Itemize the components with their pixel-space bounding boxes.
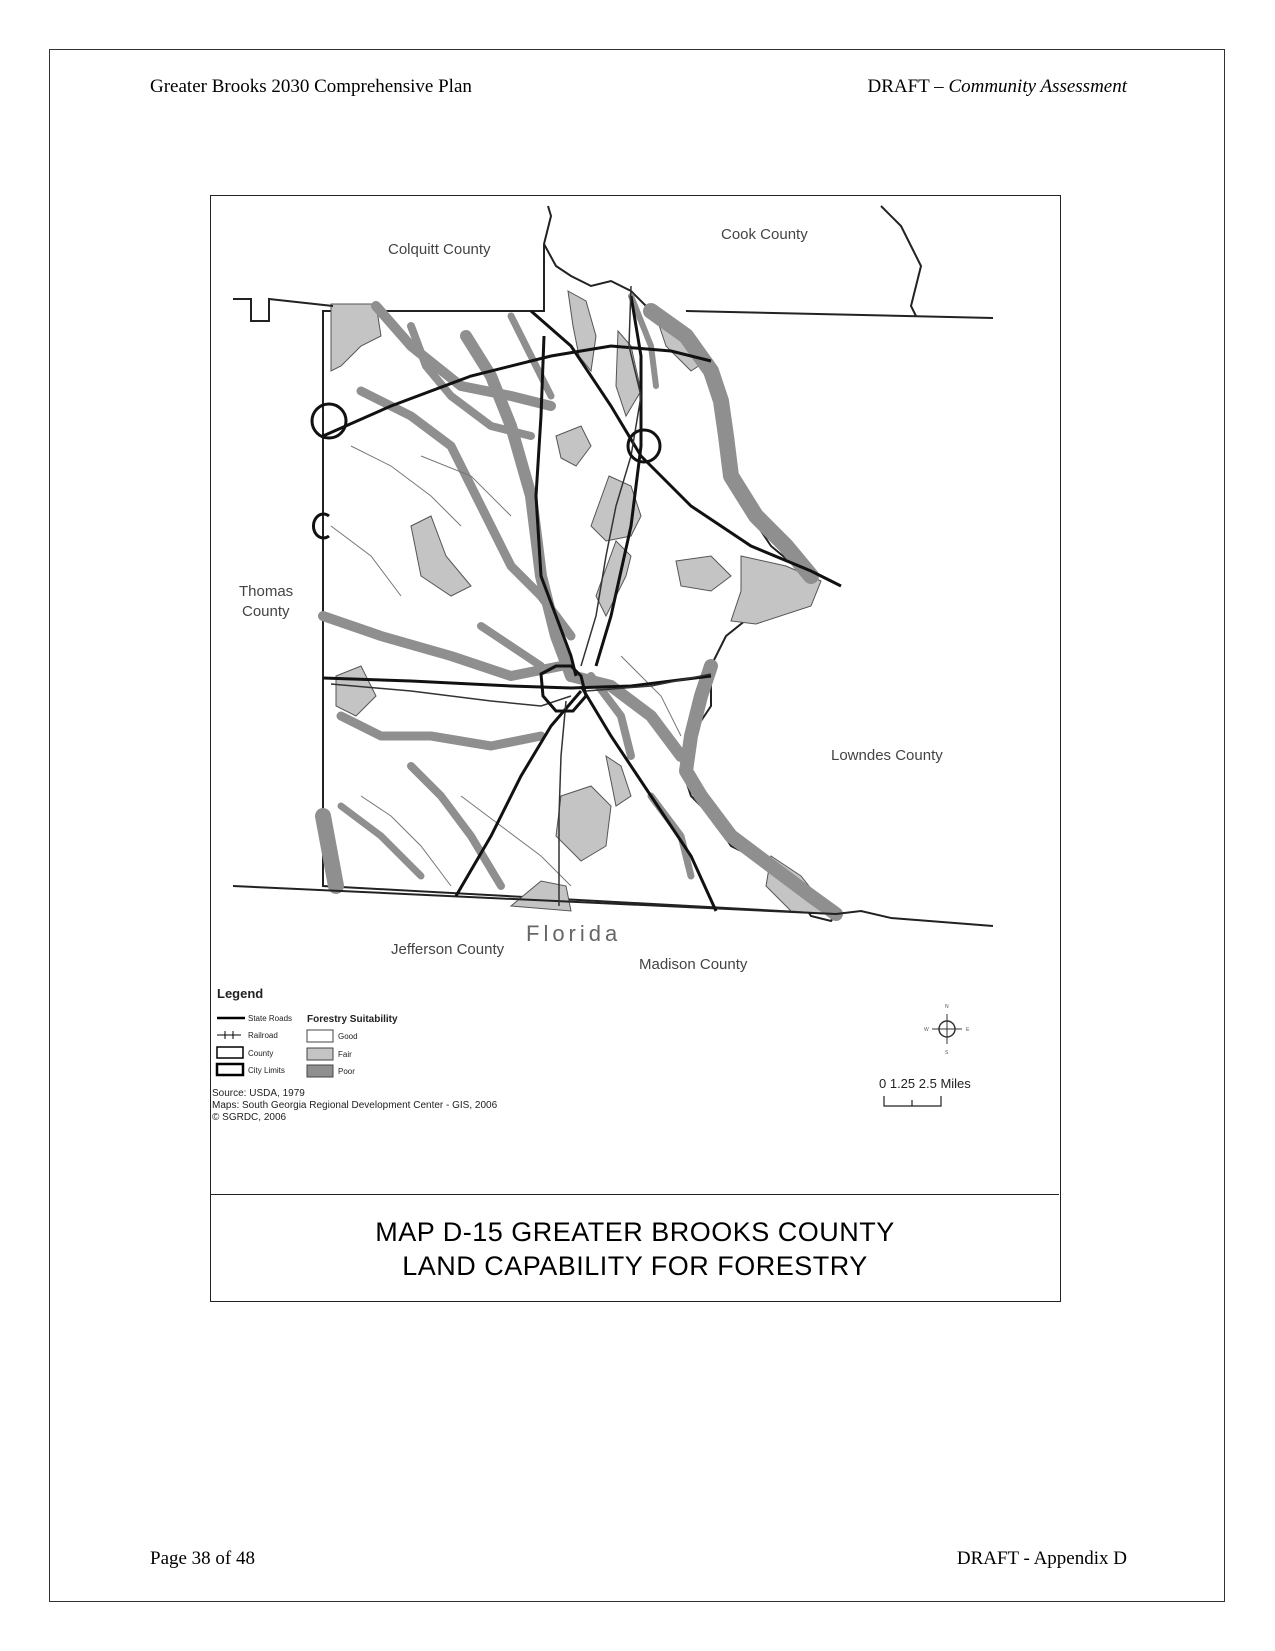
legend-railroad-symbol <box>217 1031 241 1039</box>
label-jefferson-county: Jefferson County <box>391 941 505 958</box>
legend-city-limits-label: City Limits <box>248 1066 285 1075</box>
header-section-name: Community Assessment <box>948 76 1127 97</box>
legend-poor-label: Poor <box>338 1067 355 1076</box>
label-florida: Florida <box>526 921 622 946</box>
label-thomas-county-line2: County <box>242 603 290 620</box>
compass-rose-icon <box>924 1004 970 1056</box>
legend-good-swatch <box>307 1030 333 1042</box>
source-line-2: Maps: South Georgia Regional Development Center - GIS, 2006 <box>212 1100 498 1111</box>
map-title-line-2: LAND CAPABILITY FOR FORESTRY <box>402 1251 868 1281</box>
header-section-title <box>867 76 1127 98</box>
legend-railroad-label: Railroad <box>248 1031 278 1040</box>
label-cook-county: Cook County <box>721 226 808 243</box>
legend-county-label: County <box>248 1049 274 1058</box>
map-legend <box>212 986 498 1123</box>
label-lowndes-county: Lowndes County <box>831 747 943 764</box>
footer-page-number: Page 38 of 48 <box>150 1548 256 1569</box>
legend-good-label: Good <box>338 1032 358 1041</box>
legend-county-symbol <box>217 1047 243 1058</box>
legend-fair-swatch <box>307 1048 333 1060</box>
legend-fair-label: Fair <box>338 1050 352 1059</box>
map-title-box <box>211 1194 1059 1301</box>
forestry-map <box>211 196 1059 1194</box>
label-madison-county: Madison County <box>639 956 748 973</box>
legend-title: Legend <box>217 986 264 1001</box>
map-title-line-1: MAP D-15 GREATER BROOKS COUNTY <box>375 1217 895 1247</box>
footer-appendix-label: DRAFT - Appendix D <box>956 1548 1127 1569</box>
compass-e: E <box>966 1027 970 1033</box>
compass-n: N <box>945 1004 949 1010</box>
legend-poor-swatch <box>307 1065 333 1077</box>
label-thomas-county-line1: Thomas <box>239 583 294 600</box>
compass-s: S <box>945 1050 949 1056</box>
scale-bar-label: 0 1.25 2.5 Miles <box>879 1076 971 1091</box>
header-document-title: Greater Brooks 2030 Comprehensive Plan <box>150 76 472 97</box>
source-line-1: Source: USDA, 1979 <box>212 1088 305 1099</box>
source-line-3: © SGRDC, 2006 <box>212 1112 287 1123</box>
legend-forestry-title: Forestry Suitability <box>307 1014 398 1025</box>
scale-bar <box>884 1096 941 1106</box>
legend-state-roads-label: State Roads <box>248 1014 293 1023</box>
legend-city-limits-symbol <box>217 1064 243 1075</box>
compass-w: W <box>924 1027 929 1033</box>
label-colquitt-county: Colquitt County <box>388 241 491 258</box>
map-figure <box>210 195 1061 1302</box>
header-draft-label: DRAFT – <box>867 76 949 97</box>
